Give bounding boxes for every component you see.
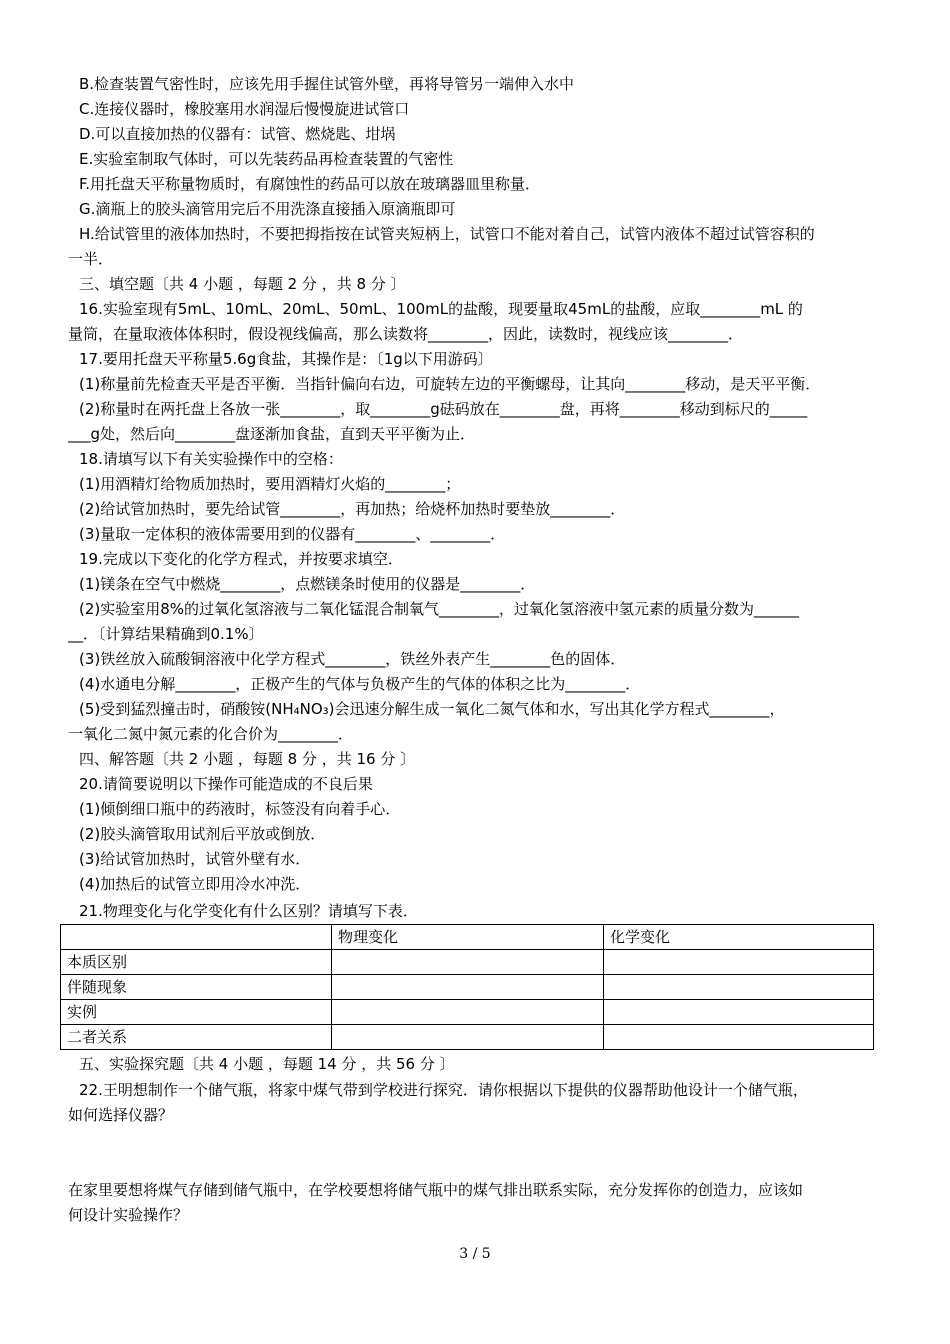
section-5-heading: 五、实验探究题〔共 4 小题 ，每题 14 分 ，共 56 分 〕: [79, 1055, 455, 1073]
question-16-cont: 量筒，在量取液体体积时，假设视线偏高，那么读数将________，因此，读数时，视线应该________．: [68, 325, 744, 343]
table-row-label: 实例: [61, 1000, 332, 1025]
table-cell: [604, 975, 874, 1000]
table-row-label: 本质区别: [61, 950, 332, 975]
page-number: 3 / 5: [459, 1246, 491, 1262]
question-19-part-2: (2)实验室用8%的过氧化氢溶液与二氧化锰混合制氧气________，过氧化氢溶液中氢元素的质量分数为______: [79, 600, 800, 618]
table-cell: [604, 1000, 874, 1025]
question-16: 16.实验室现有5mL、10mL、20mL、50mL、100mL的盐酸，现要量取45mL的盐酸，应取________mL 的: [79, 300, 803, 318]
question-19-part-3: (3)铁丝放入硫酸铜溶液中化学方程式________，铁丝外表产生________色的固体．: [79, 650, 626, 668]
question-22-cont: 如何选择仪器？: [68, 1106, 174, 1124]
table-row: [61, 975, 874, 1000]
question-18-part-3: (3)量取一定体积的液体需要用到的仪器有________、________．: [79, 525, 506, 543]
question-20-part-3: (3)给试管加热时，试管外壁有水．: [79, 850, 311, 868]
table-header-cell: 物理变化: [332, 925, 604, 950]
table-cell: [332, 975, 604, 1000]
question-17: 17.要用托盘天平称量5.6g食盐，其操作是：〔1g以下用游码〕: [79, 350, 493, 368]
comparison-table: [60, 924, 874, 1050]
question-18-part-2: (2)给试管加热时，要先给试管________，再加热；给烧杯加热时要垫放________．: [79, 500, 626, 518]
question-20-part-1: (1)倾倒细口瓶中的药液时，标签没有向着手心．: [79, 800, 401, 818]
option-f: F.用托盘天平称量物质时，有腐蚀性的药品可以放在玻璃器皿里称量．: [79, 175, 540, 193]
table-cell: [332, 1000, 604, 1025]
option-e: E.实验室制取气体时，可以先装药品再检查装置的气密性: [79, 150, 454, 168]
question-19-part-4: (4)水通电分解________，正极产生的气体与负极产生的气体的体积之比为________．: [79, 675, 641, 693]
table-header-cell: [61, 925, 332, 950]
table-row: [61, 1000, 874, 1025]
question-22-prompt-cont: 何设计实验操作？: [68, 1206, 189, 1224]
option-d: D.可以直接加热的仪器有：试管、燃烧匙、坩埚: [79, 125, 396, 143]
question-22: 22.王明想制作一个储气瓶，将家中煤气带到学校进行探究．请你根据以下提供的仪器帮助他设计一个储气瓶，: [79, 1081, 808, 1099]
table-row-label: 二者关系: [61, 1025, 332, 1050]
table-cell: [604, 1025, 874, 1050]
section-3-heading: 三、填空题〔共 4 小题 ，每题 2 分 ，共 8 分 〕: [79, 275, 406, 293]
option-b: B.检查装置气密性时，应该先用手握住试管外壁，再将导管另一端伸入水中: [79, 75, 575, 93]
question-20: 20.请简要说明以下操作可能造成的不良后果: [79, 775, 373, 793]
table-header-cell: 化学变化: [604, 925, 874, 950]
question-20-part-2: (2)胶头滴管取用试剂后平放或倒放．: [79, 825, 326, 843]
question-19-part-5: (5)受到猛烈撞击时，硝酸铵(NH₄NO₃)会迅速分解生成一氧化二氮气体和水，写出其化学方程式________，: [79, 700, 785, 718]
question-17-part-2-cont: ___g处，然后向________盘逐渐加食盐，直到天平平衡为止．: [68, 425, 476, 443]
option-h-cont: 一半．: [68, 250, 114, 268]
option-c: C.连接仪器时，橡胶塞用水润湿后慢慢旋进试管口: [79, 100, 410, 118]
table-cell: [332, 950, 604, 975]
question-19: 19.完成以下变化的化学方程式，并按要求填空．: [79, 550, 403, 568]
question-19-part-5-cont: 一氧化二氮中氮元素的化合价为________．: [68, 725, 354, 743]
question-17-part-1: (1)称量前先检查天平是否平衡．当指针偏向右边，可旋转左边的平衡螺母，让其向________移动，是天平平衡．: [79, 375, 821, 393]
question-21: 21.物理变化与化学变化有什么区别？请填写下表．: [79, 902, 418, 920]
question-19-part-2-cont: __．〔计算结果精确到0.1%〕: [68, 625, 264, 643]
option-h: H.给试管里的液体加热时，不要把拇指按在试管夹短柄上，试管口不能对着自己，试管内液体不超过试管容积的: [79, 225, 815, 243]
question-17-part-2: (2)称量时在两托盘上各放一张________，取________g砝码放在________盘，再将________移动到标尺的_____: [79, 400, 808, 418]
question-20-part-4: (4)加热后的试管立即用冷水冲洗．: [79, 875, 311, 893]
table-row: [61, 950, 874, 975]
question-18-part-1: (1)用酒精灯给物质加热时，要用酒精灯火焰的________；: [79, 475, 461, 493]
table-row-label: 伴随现象: [61, 975, 332, 1000]
question-19-part-1: (1)镁条在空气中燃烧________，点燃镁条时使用的仪器是________．: [79, 575, 536, 593]
question-22-prompt: 在家里要想将煤气存储到储气瓶中，在学校要想将储气瓶中的煤气排出联系实际，充分发挥你的创造力，应该如: [68, 1181, 804, 1199]
section-4-heading: 四、解答题〔共 2 小题 ，每题 8 分 ，共 16 分 〕: [79, 750, 416, 768]
table-row: [61, 1025, 874, 1050]
table-header-row: [61, 925, 874, 950]
table-cell: [604, 950, 874, 975]
question-18: 18.请填写以下有关实验操作中的空格：: [79, 450, 343, 468]
table-cell: [332, 1025, 604, 1050]
option-g: G.滴瓶上的胶头滴管用完后不用洗涤直接插入原滴瓶即可: [79, 200, 456, 218]
